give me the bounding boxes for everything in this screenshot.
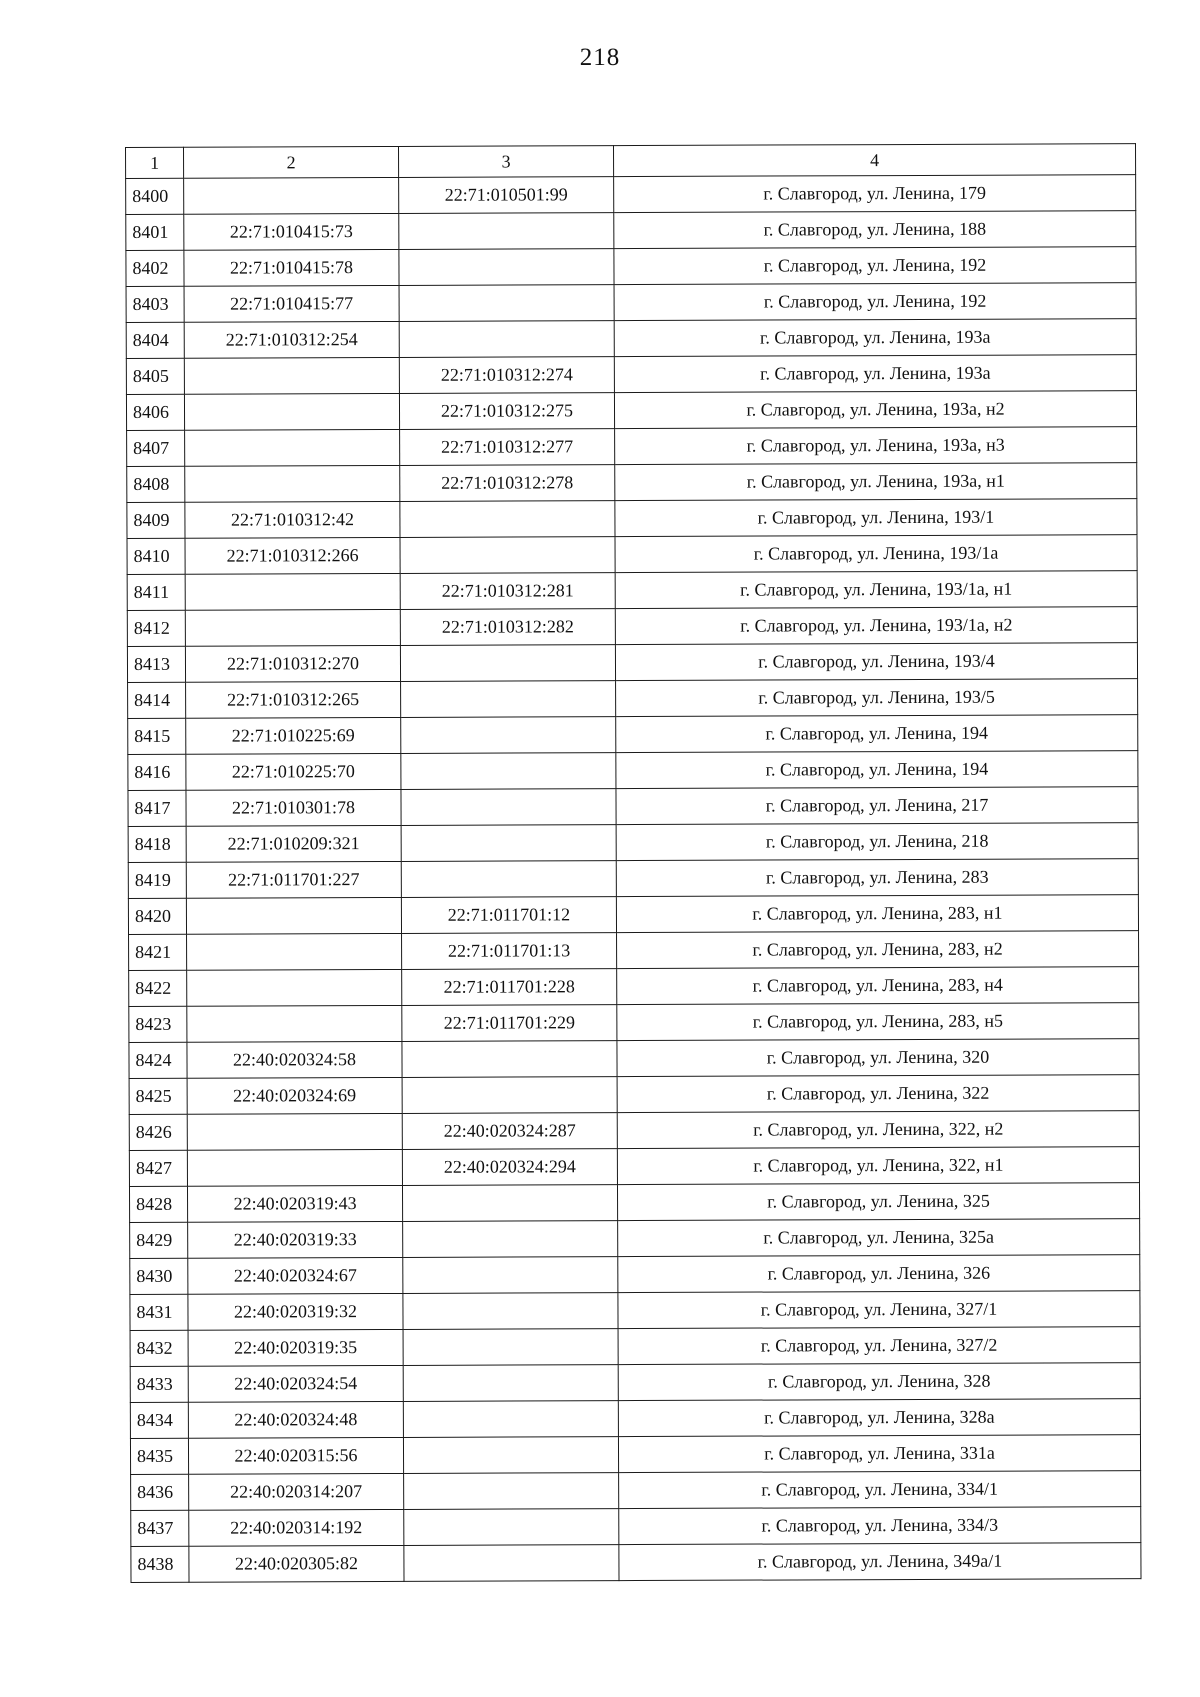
row-number: 8411 xyxy=(127,574,185,610)
address: г. Славгород, ул. Ленина, 194 xyxy=(616,715,1138,753)
address: г. Славгород, ул. Ленина, 193а, н3 xyxy=(615,427,1137,465)
row-number: 8413 xyxy=(127,646,185,682)
cadastral-number-col3: 22:71:011701:13 xyxy=(402,933,617,970)
cadastral-number-col3 xyxy=(404,1509,619,1546)
cadastral-number-col3 xyxy=(399,213,614,250)
table-row xyxy=(130,1327,1140,1367)
address: г. Славгород, ул. Ленина, 325 xyxy=(617,1183,1139,1221)
table-row xyxy=(126,175,1136,215)
row-number: 8427 xyxy=(129,1150,187,1186)
cadastral-number-col3 xyxy=(401,753,616,790)
address: г. Славгород, ул. Ленина, 192 xyxy=(614,247,1136,285)
cadastral-number-col2 xyxy=(184,393,399,430)
table-row xyxy=(126,355,1136,395)
row-number: 8402 xyxy=(126,250,184,286)
address: г. Славгород, ул. Ленина, 193а, н1 xyxy=(615,463,1137,501)
row-number: 8431 xyxy=(130,1294,188,1330)
cadastral-number-col2 xyxy=(185,573,400,610)
cadastral-number-col2 xyxy=(187,933,402,970)
address: г. Славгород, ул. Ленина, 218 xyxy=(616,823,1138,861)
table-row xyxy=(128,715,1138,755)
row-number: 8404 xyxy=(126,322,184,358)
row-number: 8425 xyxy=(129,1078,187,1114)
cadastral-number-col3 xyxy=(401,681,616,718)
cadastral-number-col3: 22:71:011701:228 xyxy=(402,969,617,1006)
cadastral-number-col3 xyxy=(401,717,616,754)
cadastral-number-col2 xyxy=(187,1113,402,1150)
cadastral-number-col2: 22:71:010312:254 xyxy=(184,321,399,358)
cadastral-number-col2: 22:71:011701:227 xyxy=(186,861,401,898)
table-row xyxy=(126,247,1136,287)
cadastral-number-col2: 22:71:010415:78 xyxy=(184,249,399,286)
cadastral-number-col3 xyxy=(402,1077,617,1114)
address: г. Славгород, ул. Ленина, 194 xyxy=(616,751,1138,789)
table-row xyxy=(130,1255,1140,1295)
cadastral-number-col3: 22:40:020324:287 xyxy=(402,1113,617,1150)
address: г. Славгород, ул. Ленина, 193а xyxy=(614,355,1136,393)
address: г. Славгород, ул. Ленина, 193а xyxy=(614,319,1136,357)
address: г. Славгород, ул. Ленина, 320 xyxy=(617,1039,1139,1077)
table-row xyxy=(129,1075,1139,1115)
cadastral-number-col2: 22:40:020314:207 xyxy=(189,1473,404,1510)
cadastral-number-col3: 22:71:010312:278 xyxy=(400,465,615,502)
row-number: 8401 xyxy=(126,214,184,250)
row-number: 8429 xyxy=(130,1222,188,1258)
address: г. Славгород, ул. Ленина, 283, н4 xyxy=(617,967,1139,1005)
table-row xyxy=(131,1507,1141,1547)
cadastral-number-col2: 22:40:020319:32 xyxy=(188,1293,403,1330)
table-row xyxy=(129,967,1139,1007)
column-header-2: 2 xyxy=(184,146,399,178)
cadastral-number-col2 xyxy=(187,1005,402,1042)
row-number: 8412 xyxy=(127,610,185,646)
address: г. Славгород, ул. Ленина, 193/1а, н2 xyxy=(615,607,1137,645)
cadastral-number-col3 xyxy=(401,861,616,898)
table-row xyxy=(127,427,1137,467)
cadastral-number-col3 xyxy=(402,1185,617,1222)
cadastral-number-col2: 22:71:010312:270 xyxy=(185,645,400,682)
cadastral-number-col3 xyxy=(401,789,616,826)
row-number: 8423 xyxy=(129,1006,187,1042)
cadastral-number-col3: 22:71:010501:99 xyxy=(399,177,614,214)
address: г. Славгород, ул. Ленина, 322 xyxy=(617,1075,1139,1113)
table-row xyxy=(128,751,1138,791)
address: г. Славгород, ул. Ленина, 179 xyxy=(614,175,1136,213)
address: г. Славгород, ул. Ленина, 327/1 xyxy=(618,1291,1140,1329)
column-header-4: 4 xyxy=(613,144,1135,177)
cadastral-number-col3 xyxy=(403,1437,618,1474)
cadastral-number-col3: 22:71:010312:277 xyxy=(400,429,615,466)
table-row xyxy=(129,1039,1139,1079)
cadastral-number-col3: 22:71:011701:229 xyxy=(402,1005,617,1042)
cadastral-number-col2: 22:71:010301:78 xyxy=(186,789,401,826)
cadastral-number-col3: 22:71:010312:275 xyxy=(399,393,614,430)
table-row xyxy=(129,1183,1139,1223)
address: г. Славгород, ул. Ленина, 349а/1 xyxy=(619,1543,1141,1581)
row-number: 8405 xyxy=(126,358,184,394)
cadastral-number-col2: 22:40:020324:48 xyxy=(188,1401,403,1438)
table-row xyxy=(127,535,1137,575)
table-row xyxy=(129,1111,1139,1151)
cadastral-number-col2 xyxy=(185,465,400,502)
address: г. Славгород, ул. Ленина, 283 xyxy=(616,859,1138,897)
table-row xyxy=(129,1003,1139,1043)
table-row xyxy=(126,391,1136,431)
row-number: 8415 xyxy=(128,718,186,754)
address: г. Славгород, ул. Ленина, 193/4 xyxy=(615,643,1137,681)
cadastral-number-col2: 22:71:010312:266 xyxy=(185,537,400,574)
row-number: 8432 xyxy=(130,1330,188,1366)
row-number: 8417 xyxy=(128,790,186,826)
cadastral-number-col3: 22:71:011701:12 xyxy=(401,897,616,934)
table-row xyxy=(127,643,1137,683)
row-number: 8434 xyxy=(130,1402,188,1438)
cadastral-number-col2: 22:71:010312:42 xyxy=(185,501,400,538)
table-row xyxy=(126,319,1136,359)
cadastral-number-col2 xyxy=(184,357,399,394)
column-header-3: 3 xyxy=(398,146,613,178)
cadastral-number-col2: 22:40:020324:67 xyxy=(188,1257,403,1294)
property-register-table xyxy=(125,143,1142,1583)
table-body xyxy=(126,175,1141,1583)
table-row xyxy=(130,1291,1140,1331)
table-header-row xyxy=(126,144,1136,179)
row-number: 8438 xyxy=(131,1546,189,1582)
row-number: 8406 xyxy=(126,394,184,430)
cadastral-number-col2: 22:40:020315:56 xyxy=(188,1437,403,1474)
cadastral-number-col3 xyxy=(403,1329,618,1366)
address: г. Славгород, ул. Ленина, 327/2 xyxy=(618,1327,1140,1365)
address: г. Славгород, ул. Ленина, 322, н1 xyxy=(617,1147,1139,1185)
row-number: 8424 xyxy=(129,1042,187,1078)
row-number: 8428 xyxy=(129,1186,187,1222)
cadastral-number-col2: 22:40:020319:35 xyxy=(188,1329,403,1366)
cadastral-number-col3 xyxy=(399,249,614,286)
cadastral-number-col3 xyxy=(403,1401,618,1438)
cadastral-number-col3 xyxy=(399,285,614,322)
column-header-1: 1 xyxy=(126,147,184,178)
row-number: 8433 xyxy=(130,1366,188,1402)
table-row xyxy=(128,859,1138,899)
table-row xyxy=(127,463,1137,503)
row-number: 8416 xyxy=(128,754,186,790)
address: г. Славгород, ул. Ленина, 331а xyxy=(618,1435,1140,1473)
address: г. Славгород, ул. Ленина, 217 xyxy=(616,787,1138,825)
cadastral-number-col2 xyxy=(185,609,400,646)
row-number: 8426 xyxy=(129,1114,187,1150)
address: г. Славгород, ул. Ленина, 193/5 xyxy=(616,679,1138,717)
cadastral-number-col2 xyxy=(184,177,399,214)
cadastral-number-col3 xyxy=(404,1473,619,1510)
row-number: 8407 xyxy=(127,430,185,466)
row-number: 8437 xyxy=(131,1510,189,1546)
cadastral-number-col3 xyxy=(403,1221,618,1258)
table-row xyxy=(130,1219,1140,1259)
table-row xyxy=(131,1543,1141,1583)
row-number: 8430 xyxy=(130,1258,188,1294)
address: г. Славгород, ул. Ленина, 193а, н2 xyxy=(614,391,1136,429)
row-number: 8414 xyxy=(128,682,186,718)
table-row xyxy=(127,607,1137,647)
address: г. Славгород, ул. Ленина, 193/1а, н1 xyxy=(615,571,1137,609)
table-row xyxy=(129,1147,1139,1187)
address: г. Славгород, ул. Ленина, 193/1 xyxy=(615,499,1137,537)
cadastral-number-col2: 22:71:010415:77 xyxy=(184,285,399,322)
table-row xyxy=(130,1363,1140,1403)
row-number: 8422 xyxy=(129,970,187,1006)
row-number: 8421 xyxy=(129,934,187,970)
address: г. Славгород, ул. Ленина, 328а xyxy=(618,1399,1140,1437)
address: г. Славгород, ул. Ленина, 334/1 xyxy=(619,1471,1141,1509)
cadastral-number-col2: 22:71:010225:70 xyxy=(186,753,401,790)
cadastral-number-col3: 22:71:010312:281 xyxy=(400,573,615,610)
address: г. Славгород, ул. Ленина, 283, н5 xyxy=(617,1003,1139,1041)
address: г. Славгород, ул. Ленина, 334/3 xyxy=(619,1507,1141,1545)
cadastral-number-col3 xyxy=(403,1293,618,1330)
address: г. Славгород, ул. Ленина, 193/1а xyxy=(615,535,1137,573)
address: г. Славгород, ул. Ленина, 322, н2 xyxy=(617,1111,1139,1149)
cadastral-number-col3: 22:71:010312:274 xyxy=(399,357,614,394)
cadastral-number-col3 xyxy=(403,1365,618,1402)
table-row xyxy=(127,571,1137,611)
table-row xyxy=(128,679,1138,719)
row-number: 8420 xyxy=(128,898,186,934)
cadastral-number-col3 xyxy=(400,501,615,538)
cadastral-number-col2: 22:71:010225:69 xyxy=(186,717,401,754)
cadastral-number-col2 xyxy=(186,897,401,934)
address: г. Славгород, ул. Ленина, 326 xyxy=(618,1255,1140,1293)
cadastral-number-col3: 22:71:010312:282 xyxy=(400,609,615,646)
cadastral-number-col2: 22:40:020314:192 xyxy=(189,1509,404,1546)
cadastral-number-col2 xyxy=(187,969,402,1006)
table-row xyxy=(128,895,1138,935)
cadastral-number-col2: 22:71:010209:321 xyxy=(186,825,401,862)
row-number: 8435 xyxy=(130,1438,188,1474)
table-row xyxy=(130,1435,1140,1475)
property-register-table-wrapper xyxy=(125,143,1141,1583)
cadastral-number-col2: 22:40:020305:82 xyxy=(189,1545,404,1582)
table-row xyxy=(128,787,1138,827)
cadastral-number-col2: 22:40:020319:33 xyxy=(188,1221,403,1258)
address: г. Славгород, ул. Ленина, 283, н2 xyxy=(617,931,1139,969)
cadastral-number-col2 xyxy=(187,1149,402,1186)
cadastral-number-col3: 22:40:020324:294 xyxy=(402,1149,617,1186)
cadastral-number-col2 xyxy=(185,429,400,466)
table-row xyxy=(131,1471,1141,1511)
table-row xyxy=(129,931,1139,971)
cadastral-number-col2: 22:71:010415:73 xyxy=(184,213,399,250)
row-number: 8418 xyxy=(128,826,186,862)
cadastral-number-col2: 22:40:020324:58 xyxy=(187,1041,402,1078)
address: г. Славгород, ул. Ленина, 192 xyxy=(614,283,1136,321)
cadastral-number-col2: 22:71:010312:265 xyxy=(186,681,401,718)
address: г. Славгород, ул. Ленина, 328 xyxy=(618,1363,1140,1401)
table-row xyxy=(130,1399,1140,1439)
row-number: 8436 xyxy=(131,1474,189,1510)
cadastral-number-col3 xyxy=(399,321,614,358)
address: г. Славгород, ул. Ленина, 325а xyxy=(618,1219,1140,1257)
row-number: 8419 xyxy=(128,862,186,898)
table-row xyxy=(128,823,1138,863)
cadastral-number-col2: 22:40:020319:43 xyxy=(187,1185,402,1222)
page-number: 218 xyxy=(579,44,621,71)
address: г. Славгород, ул. Ленина, 188 xyxy=(614,211,1136,249)
row-number: 8410 xyxy=(127,538,185,574)
row-number: 8408 xyxy=(127,466,185,502)
cadastral-number-col3 xyxy=(401,825,616,862)
cadastral-number-col3 xyxy=(400,537,615,574)
address: г. Славгород, ул. Ленина, 283, н1 xyxy=(616,895,1138,933)
cadastral-number-col2: 22:40:020324:69 xyxy=(187,1077,402,1114)
table-row xyxy=(126,283,1136,323)
row-number: 8400 xyxy=(126,178,184,214)
cadastral-number-col3 xyxy=(400,645,615,682)
cadastral-number-col3 xyxy=(402,1041,617,1078)
table-row xyxy=(126,211,1136,251)
cadastral-number-col2: 22:40:020324:54 xyxy=(188,1365,403,1402)
cadastral-number-col3 xyxy=(404,1545,619,1582)
table-row xyxy=(127,499,1137,539)
cadastral-number-col3 xyxy=(403,1257,618,1294)
row-number: 8403 xyxy=(126,286,184,322)
row-number: 8409 xyxy=(127,502,185,538)
